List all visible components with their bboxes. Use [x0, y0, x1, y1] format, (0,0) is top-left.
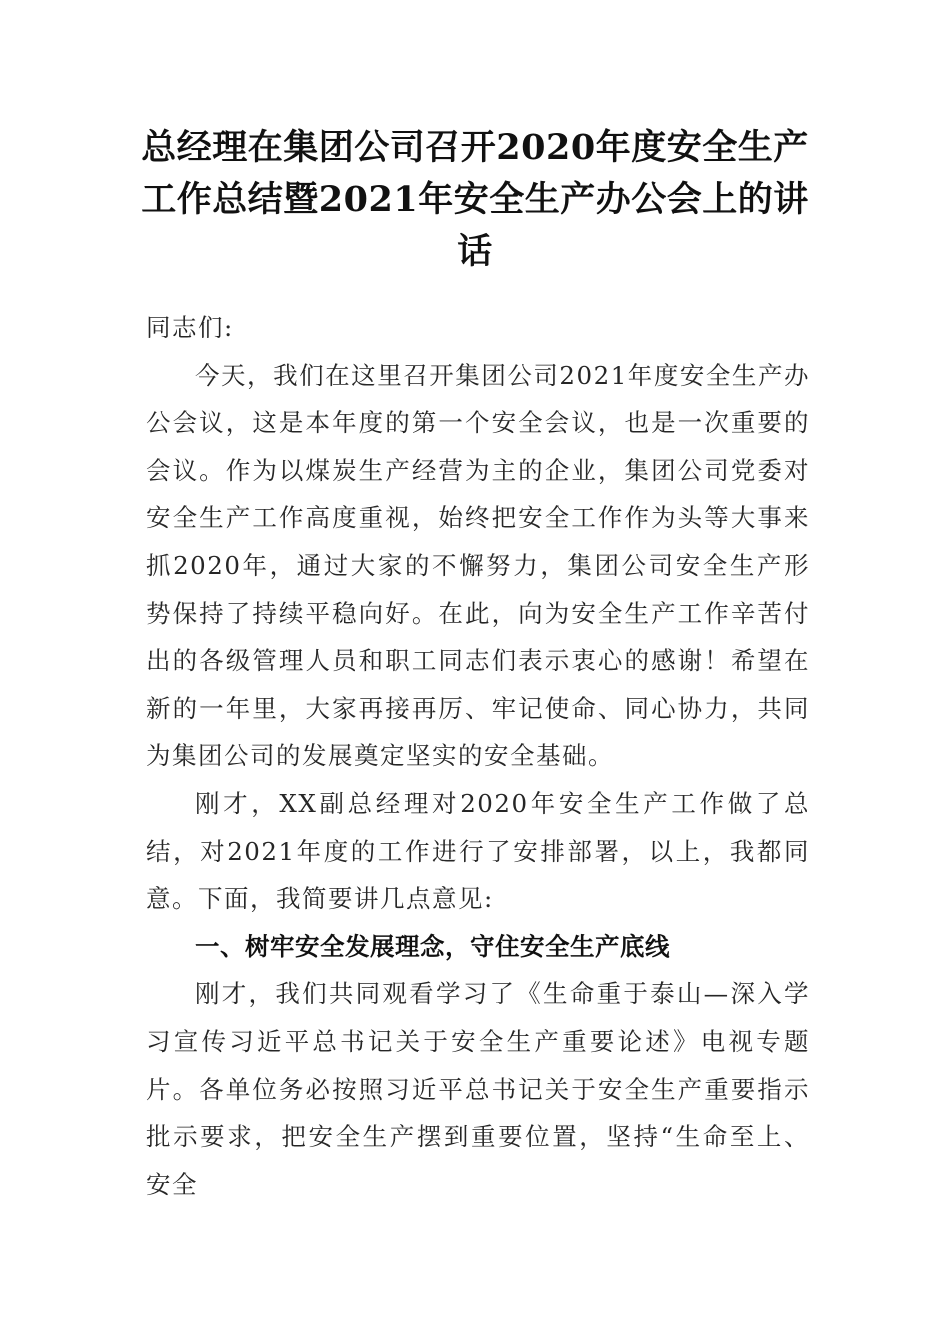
section-1-paragraph: 刚才，我们共同观看学习了《生命重于泰山—深入学习宣传习近平总书记关于安全生产重要论述》电视专题片。各单位务必按照习近平总书记关于安全生产重要指示批示要求，把安全生产摆到重要位置，坚持“生命至上、安全: [146, 979, 810, 1199]
paragraph-opening: 今天，我们在这里召开集团公司2021年度安全生产办公会议，这是本年度的第一个安全会议，也是一次重要的会议。作为以煤炭生产经营为主的企业，集团公司党委对安全生产工作高度重视，始终把安全工作作为头等大事来抓2020年，通过大家的不懈努力，集团公司安全生产形势保持了持续平稳向好。在此，向为安全生产工作辛苦付出的各级管理人员和职工同志们表示衷心的感谢！希望在新的一年里，大家再接再厉、牢记使命、同心协力，共同为集团公司的发展奠定坚实的安全基础。: [146, 360, 810, 771]
document-body: [146, 304, 810, 1208]
section-heading-1: 一、树牢安全发展理念，守住安全生产底线: [195, 931, 670, 961]
paragraph-summary-response: 刚才，XX副总经理对2020年安全生产工作做了总结，对2021年度的工作进行了安排部署，以上，我都同意。下面，我简要讲几点意见:: [146, 788, 810, 914]
document-title: 总经理在集团公司召开2020年度安全生产工作总结暨2021年安全生产办公会上的讲话: [141, 127, 809, 272]
salutation: 同志们:: [146, 313, 234, 342]
